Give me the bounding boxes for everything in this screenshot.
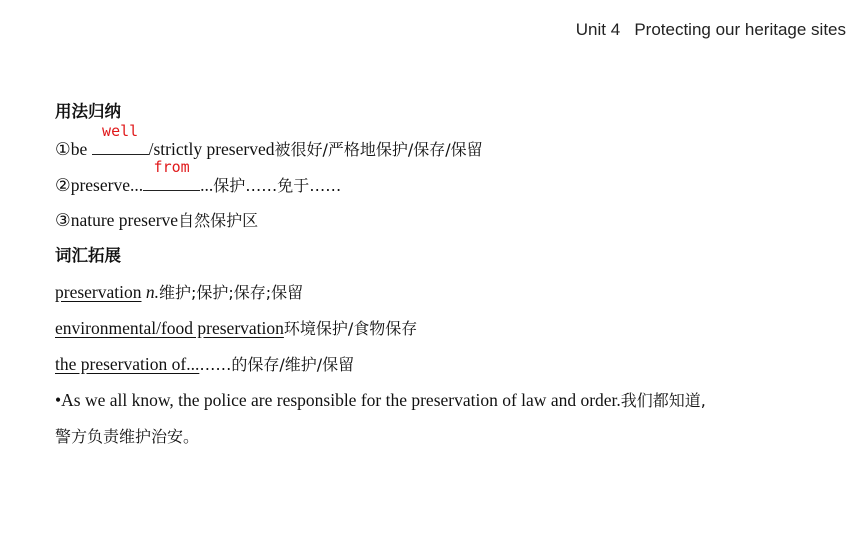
- part-of-speech: n.: [145, 282, 159, 302]
- usage-item-1: [55, 122, 483, 162]
- fill-blank: [143, 158, 200, 191]
- item-text: be: [70, 139, 92, 159]
- vocab-translation: ……的保存/维护/保留: [199, 355, 355, 374]
- item-text: nature preserve: [70, 210, 179, 230]
- example-sentence: [55, 388, 706, 413]
- vocab-phrase: environmental/food preservation: [55, 318, 284, 338]
- vocab-word: preservation: [55, 282, 142, 302]
- blank-answer: well: [102, 122, 139, 140]
- vocab-line-1: [55, 280, 303, 305]
- vocab-translation: 环境保护/食物保存: [283, 319, 418, 338]
- usage-item-2: [55, 158, 342, 198]
- example-translation-cont: [55, 424, 199, 449]
- example-translation: 我们都知道,: [620, 391, 706, 410]
- item-text: preserve...: [70, 175, 144, 195]
- vocab-line-3: [55, 352, 354, 377]
- unit-title: Unit 4 Protecting our heritage sites: [575, 20, 846, 39]
- item-marker: ③: [55, 210, 71, 230]
- example-translation: 警方负责维护治安。: [55, 427, 200, 446]
- item-translation: 被很好/严格地保护/保存/保留: [274, 140, 483, 159]
- item-translation: 保护……免于……: [213, 176, 342, 195]
- item-marker: ①: [55, 139, 71, 159]
- item-text: /strictly preserved: [148, 139, 275, 159]
- item-marker: ②: [55, 175, 71, 195]
- item-text: ...: [200, 175, 214, 195]
- vocab-heading: 词汇拓展: [55, 246, 121, 265]
- example-english: As we all know, the police are responsible for the preservation of law and order.: [61, 390, 621, 410]
- vocab-phrase: the preservation of...: [55, 354, 200, 374]
- vocab-line-2: [55, 316, 417, 341]
- vocab-translation: 维护;保护;保存;保留: [159, 283, 304, 302]
- blank-answer: from: [153, 158, 190, 176]
- usage-heading: 用法归纳: [55, 102, 121, 121]
- bullet: •: [55, 390, 62, 410]
- item-translation: 自然保护区: [178, 211, 259, 230]
- fill-blank: [92, 122, 149, 155]
- usage-item-3: [55, 208, 258, 233]
